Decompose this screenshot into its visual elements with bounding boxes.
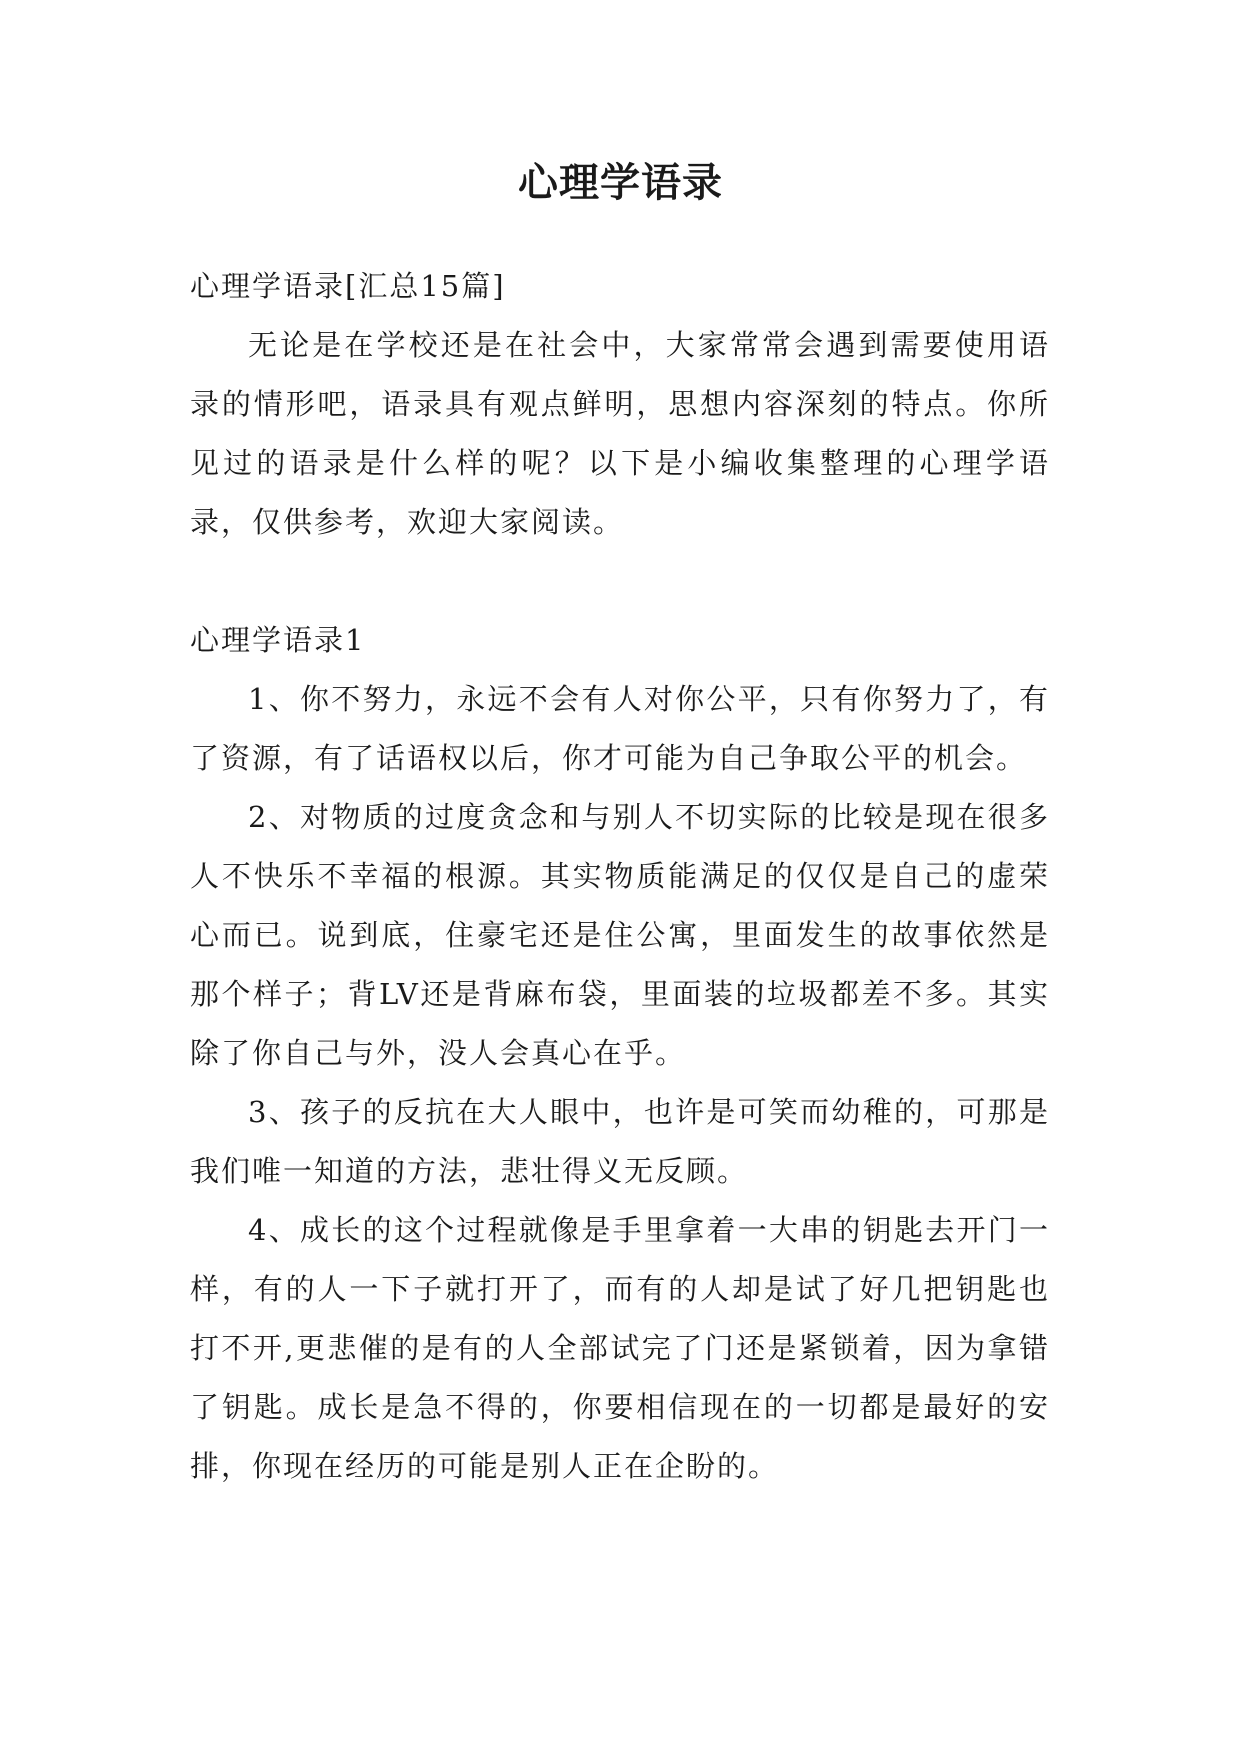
document-body xyxy=(190,257,1050,1496)
quote-item-1: 1、你不努力，永远不会有人对你公平，只有你努力了，有了资源，有了话语权以后，你才可能为自己争取公平的机会。 xyxy=(190,682,1050,775)
section-heading: 心理学语录1 xyxy=(190,623,366,657)
quote-item-2: 2、对物质的过度贪念和与别人不切实际的比较是现在很多人不快乐不幸福的根源。其实物质能满足的仅仅是自己的虚荣心而已。说到底，住豪宅还是住公寓，里面发生的故事依然是那个样子；背LV还是背麻布袋，里面装的垃圾都差不多。其实除了你自己与外，没人会真心在乎。 xyxy=(190,800,1050,1070)
blank-line xyxy=(190,552,1050,611)
document-title: 心理学语录 xyxy=(518,160,723,206)
intro-paragraph: 无论是在学校还是在社会中，大家常常会遇到需要使用语录的情形吧，语录具有观点鲜明，思想内容深刻的特点。你所见过的语录是什么样的呢？以下是小编收集整理的心理学语录，仅供参考，欢迎大家阅读。 xyxy=(190,328,1050,539)
quote-item-3: 3、孩子的反抗在大人眼中，也许是可笑而幼稚的，可那是我们唯一知道的方法，悲壮得义无反顾。 xyxy=(190,1095,1050,1188)
quote-item-4: 4、成长的这个过程就像是手里拿着一大串的钥匙去开门一样，有的人一下子就打开了，而有的人却是试了好几把钥匙也打不开,更悲催的是有的人全部试完了门还是紧锁着，因为拿错了钥匙。成长是急不得的，你要相信现在的一切都是最好的安排，你现在经历的可能是别人正在企盼的。 xyxy=(190,1213,1050,1483)
collection-subtitle: 心理学语录[汇总15篇] xyxy=(190,269,506,303)
